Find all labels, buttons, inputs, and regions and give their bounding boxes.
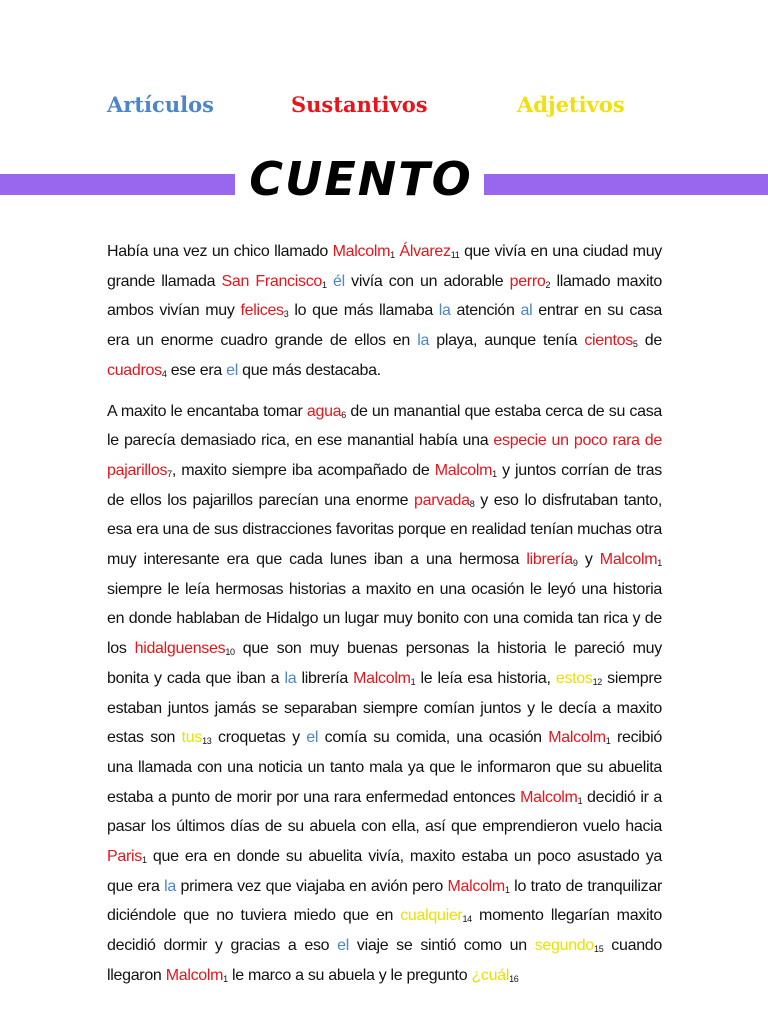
articulo-word: el: [337, 937, 349, 955]
articulo-word: el: [226, 361, 238, 379]
sustantivo-word: Álvarez: [399, 243, 451, 260]
word-index-number: 8: [469, 498, 475, 509]
word-index-number: 4: [161, 368, 167, 379]
adjetivo-word: estos: [555, 669, 593, 687]
adjetivo-word: segundo: [534, 937, 594, 955]
articulo-word: la: [284, 669, 297, 687]
story-paragraph-2: A maxito le encantaba tomar agua$_6$ de un manantial que estaba cerca de su casa le parecía demasiado rica, en ese manantial había una especie un poco rara de pajarillos$_7$, maxito siempre iba acompañado de Malcolm$_1$ y juntos corrían de tras de ellos los pajarillos parecían una enorme parvada$_8$ y eso lo disfrutaban tanto, esa era una de sus distracciones favoritas porque en realidad tenían muchas otra muy interesante era que cada lunes iban a una hermosa librería$_9$ y Malcolm$_1$ siempre le leía hermosas historias a maxito en una ocasión le leyó una historia en donde hablaban de Hidalgo un lugar muy bonito con una comida tan rica y de los hidalguenses$_{10}$ que son muy buenas personas la historia le pareció muy bonita y cada que iban a la librería Malcolm$_1$ le leía esa historia, estos$_{12}$ siempre estaban juntos jamás se separaban siempre comían juntos y le decía a maxito estas son tus$_{13}$ croquetas y el comía su comida, una ocasión Malcolm$_1$ recibió una llamada con una noticia un tanto mala ya que le informaron que su abuelita estaba a punto de morir por una rara enfermedad entonces Malcolm$_1$ decidió ir a pasar los últimos días de su abuela con ella, así que emprendieron vuelo hacia Paris$_1$ que era en donde su abuelita vivía, maxito estaba un poco asustado ya que era la primera vez que viajaba en avión pero Malcolm$_1$ lo trato de tranquilizar diciéndole que no tuviera miedo que en cualquier$_{14}$ momento llegarían maxito decidió dormir y gracias a eso el viaje se sintió como un segundo$_{15}$ cuando llegaron Malcolm$_1$ le marco a su abuela y le pregunto ¿cuál$_{16}$: [107, 402, 662, 984]
legend-articulos: Artículos: [107, 92, 214, 117]
story-paragraph-1: Había una vez un chico llamado Malcolm$_1$ Álvarez$_{11}$ que vivía en una ciudad muy grande llamada San Francisco$_1$ él vivía con un adorable perro$_2$ llamado maxito ambos vivían muy felices$_3$ lo que más llamaba la atención al entrar en su casa era un enorme cuadro grande de ellos en la playa, aunque tenía cientos$_5$ de cuadros$_4$ ese era el que más destacaba.: [107, 243, 663, 379]
articulo-word: él: [333, 272, 345, 290]
sustantivo-word: Malcolm: [165, 966, 224, 984]
word-index-number: 1: [141, 855, 147, 866]
articulo-word: al: [520, 302, 533, 320]
word-class-legend: [0, 92, 768, 124]
word-index-number: 1: [492, 468, 497, 479]
sustantivo-word: especie un poco rara de pajarillos: [107, 432, 662, 479]
articulo-word: la: [164, 877, 176, 895]
word-index-number: 16: [509, 973, 519, 984]
sustantivo-word: agua: [306, 402, 342, 420]
articulo-word: el: [306, 729, 319, 747]
word-index-number: 10: [225, 647, 235, 658]
title-banner-left: [0, 174, 235, 195]
word-index-number: 1: [223, 973, 228, 984]
adjetivo-word: ¿cuál: [471, 966, 510, 984]
sustantivo-word: parvada: [414, 491, 470, 509]
sustantivo-word: hidalguenses: [134, 640, 226, 658]
word-index-number: 14: [462, 914, 472, 925]
legend-adjetivos: Adjetivos: [517, 92, 625, 117]
title-banner-right: [484, 174, 768, 195]
articulo-word: la: [438, 302, 451, 320]
sustantivo-word: felices: [240, 302, 284, 320]
sustantivo-word: Malcolm: [548, 729, 606, 747]
word-index-number: 1: [504, 884, 510, 895]
word-index-number: 1: [577, 795, 583, 806]
word-index-number: 1: [657, 558, 662, 569]
sustantivo-word: San Francisco: [221, 272, 322, 290]
word-index-number: 1: [322, 279, 327, 290]
sustantivo-word: librería: [526, 551, 573, 569]
articulo-word: la: [417, 332, 430, 350]
word-index-number: 13: [202, 736, 212, 747]
sustantivo-word: Malcolm: [520, 788, 578, 806]
word-index-number: 2: [545, 279, 551, 290]
word-index-number: 1: [390, 250, 395, 260]
sustantivo-word: Malcolm: [599, 551, 658, 569]
sustantivo-word: Malcolm: [447, 877, 505, 895]
word-index-number: 6: [341, 409, 346, 420]
adjetivo-word: tus: [181, 729, 203, 747]
sustantivo-word: perro: [509, 272, 546, 290]
adjetivo-word: cualquier: [400, 907, 463, 925]
word-index-number: 1: [410, 676, 416, 687]
word-index-number: 15: [594, 944, 604, 955]
word-index-number: 7: [167, 468, 172, 479]
sustantivo-word: cuadros: [107, 361, 162, 379]
sustantivo-word: Malcolm: [353, 669, 411, 687]
word-index-number: 12: [592, 676, 603, 687]
sustantivo-word: Paris: [107, 848, 142, 866]
word-index-number: 9: [572, 558, 578, 569]
sustantivo-word: Malcolm: [332, 243, 391, 260]
legend-sustantivos: Sustantivos: [291, 92, 428, 117]
sustantivo-word: cientos: [584, 332, 633, 350]
word-index-number: 11: [450, 250, 460, 260]
sustantivo-word: Malcolm: [434, 461, 493, 479]
word-index-number: 1: [605, 736, 611, 747]
story-body: [107, 237, 662, 1002]
word-index-number: 5: [632, 339, 638, 350]
word-index-number: 3: [283, 309, 289, 320]
page-title: CUENTO: [249, 152, 473, 206]
